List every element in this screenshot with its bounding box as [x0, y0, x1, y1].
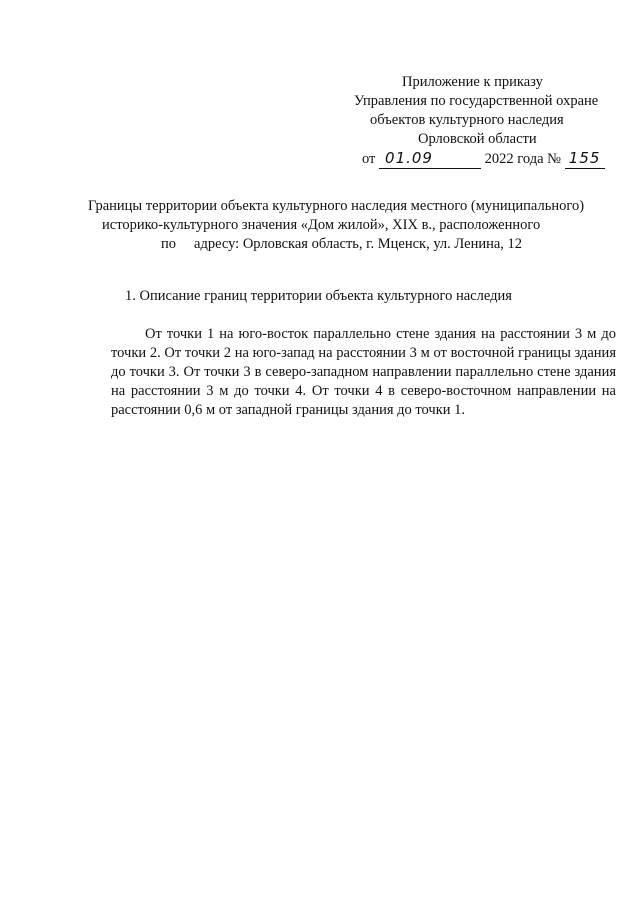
approval-line-appendix: Приложение к приказу [402, 74, 543, 90]
title-line-3-prefix: по [161, 236, 177, 252]
approval-block [340, 73, 620, 169]
approval-date-line [340, 149, 620, 169]
handwritten-number: 155 [565, 149, 605, 169]
approval-line-department: Управления по государственной охране [354, 93, 599, 109]
number-sign: № [547, 151, 561, 167]
date-prefix: от [362, 151, 376, 167]
handwritten-date: 01.09 [379, 149, 481, 169]
title-line-1: Границы территории объекта культурного наследия местного (муниципального) [88, 198, 585, 214]
section-heading: 1. Описание границ территории объекта культурного наследия [125, 288, 512, 304]
title-line-3-address: адресу: Орловская область, г. Мценск, ул. Ленина, 12 [194, 236, 523, 252]
title-line-2: историко-культурного значения «Дом жилой», XIX в., расположенного [102, 217, 541, 233]
approval-line-heritage: объектов культурного наследия [370, 112, 564, 128]
document-title [88, 197, 618, 254]
boundary-description-paragraph: От точки 1 на юго-восток параллельно стене здания на расстоянии 3 м до точки 2. От точки 2 на юго-запад на расстоянии 3 м от восточной границы здания до точки 3. От точки 3 в северо-западном направлении параллельно стене здания на расстоянии 3 м до точки 4. От точки 4 в северо-восточном направлении на расстоянии 0,6 м от западной границы здания до точки 1. [111, 326, 616, 418]
title-line-3 [88, 235, 618, 254]
approval-line-region: Орловской области [418, 131, 537, 147]
year-text: 2022 года [484, 151, 544, 167]
